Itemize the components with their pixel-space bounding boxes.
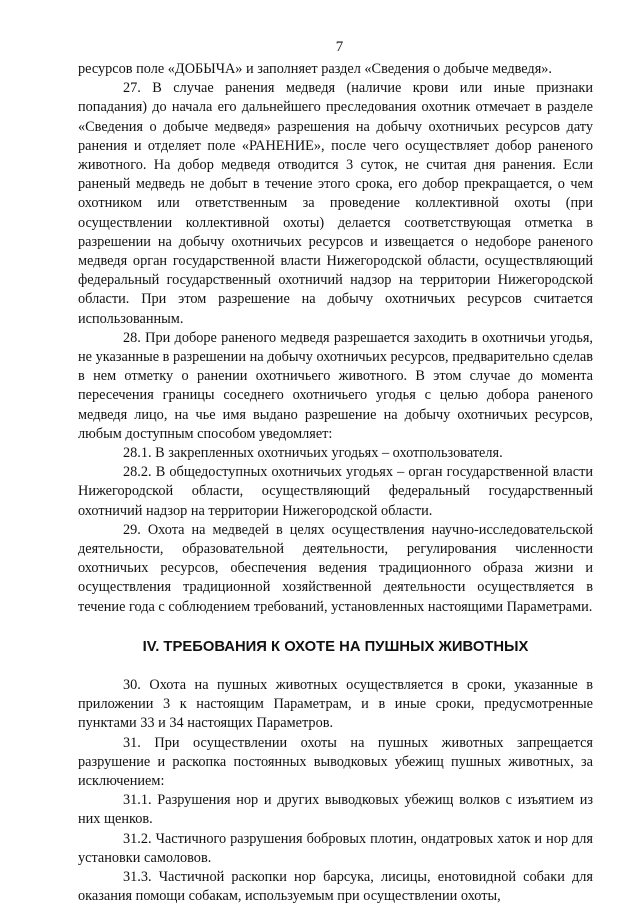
paragraph-28: 28. При доборе раненого медведя разрешается заходить в охотничьи угодья, не указанные в разрешении на добычу охотничьих ресурсов, предварительно сделав в нем отметку о ранении охотничьего животного. В этом случае до момента пересечения границы соседнего охотничьего угодья с целью добора раненого медведя лицо, на чье имя выдано разрешение на добычу охотничьих ресурсов, любым доступным способом уведомляет: <box>78 329 593 442</box>
paragraph-28-2: 28.2. В общедоступных охотничьих угодьях – орган государственной власти Нижегородской области, осуществляющий федеральный государственный охотничий надзор на территории Нижегородской области. <box>78 464 593 519</box>
paragraph-31-3: 31.3. Частичной раскопки нор барсука, лисицы, енотовидной собаки для оказания помощи собакам, используемым при осуществлении охоты, <box>78 868 593 905</box>
page-number: 7 <box>335 39 344 55</box>
document-page <box>78 38 593 906</box>
paragraph-28-1: 28.1. В закрепленных охотничьих угодьях – охотпользователя. <box>123 445 503 462</box>
paragraph-31-2: 31.2. Частичного разрушения бобровых плотин, ондатровых хаток и нор для установки самоловов. <box>78 830 593 866</box>
paragraph-31-1: 31.1. Разрушения нор и других выводковых убежищ волков с изъятием из них щенков. <box>78 792 593 828</box>
paragraph-30: 30. Охота на пушных животных осуществляется в сроки, указанные в приложении 3 к настоящим Параметрам, и в иные сроки, предусмотренные пунктами 33 и 34 настоящих Параметров. <box>78 676 593 732</box>
paragraph-29: 29. Охота на медведей в целях осуществления научно-исследовательской деятельности, образовательной деятельности, регулирования численности охотничьих ресурсов, обеспечения ведения традиционного образа жизни и осуществления традиционной хозяйственной деятельности осуществляется в течение года с соблюдением требований, установленных настоящими Параметрами. <box>78 521 593 615</box>
paragraph-continuation: ресурсов поле «ДОБЫЧА» и заполняет раздел «Сведения о добыче медведя». <box>78 61 553 77</box>
section-heading: IV. ТРЕБОВАНИЯ К ОХОТЕ НА ПУШНЫХ ЖИВОТНЫХ <box>142 638 529 655</box>
paragraph-31: 31. При осуществлении охоты на пушных животных запрещается разрушение и раскопка постоянных выводковых убежищ пушных животных, за исключением: <box>78 734 593 789</box>
paragraph-27: 27. В случае ранения медведя (наличие крови или иные признаки попадания) до начала его дальнейшего преследования охотник отмечает в разделе «Сведения о добыче медведя» разрешения на добычу охотничьих ресурсов дату ранения и отделяет поле «РАНЕНИЕ», после чего осуществляет добор раненого животного. На добор медведя отводится 3 суток, не считая дня ранения. Если раненый медведь не добыт в течение этого срока, его добор прекращается, о чем охотником или ответственным за проведение коллективной охоты (при осуществлении коллективной охоты) делается соответствующая отметка в разрешении на добычу охотничьих ресурсов и извещается о недоборе раненого медведя орган государственной власти Нижегородской области, осуществляющий федеральный государственный охотничий надзор на территории Нижегородской области. При этом разрешение на добычу охотничьих ресурсов считается использованным. <box>78 80 593 327</box>
